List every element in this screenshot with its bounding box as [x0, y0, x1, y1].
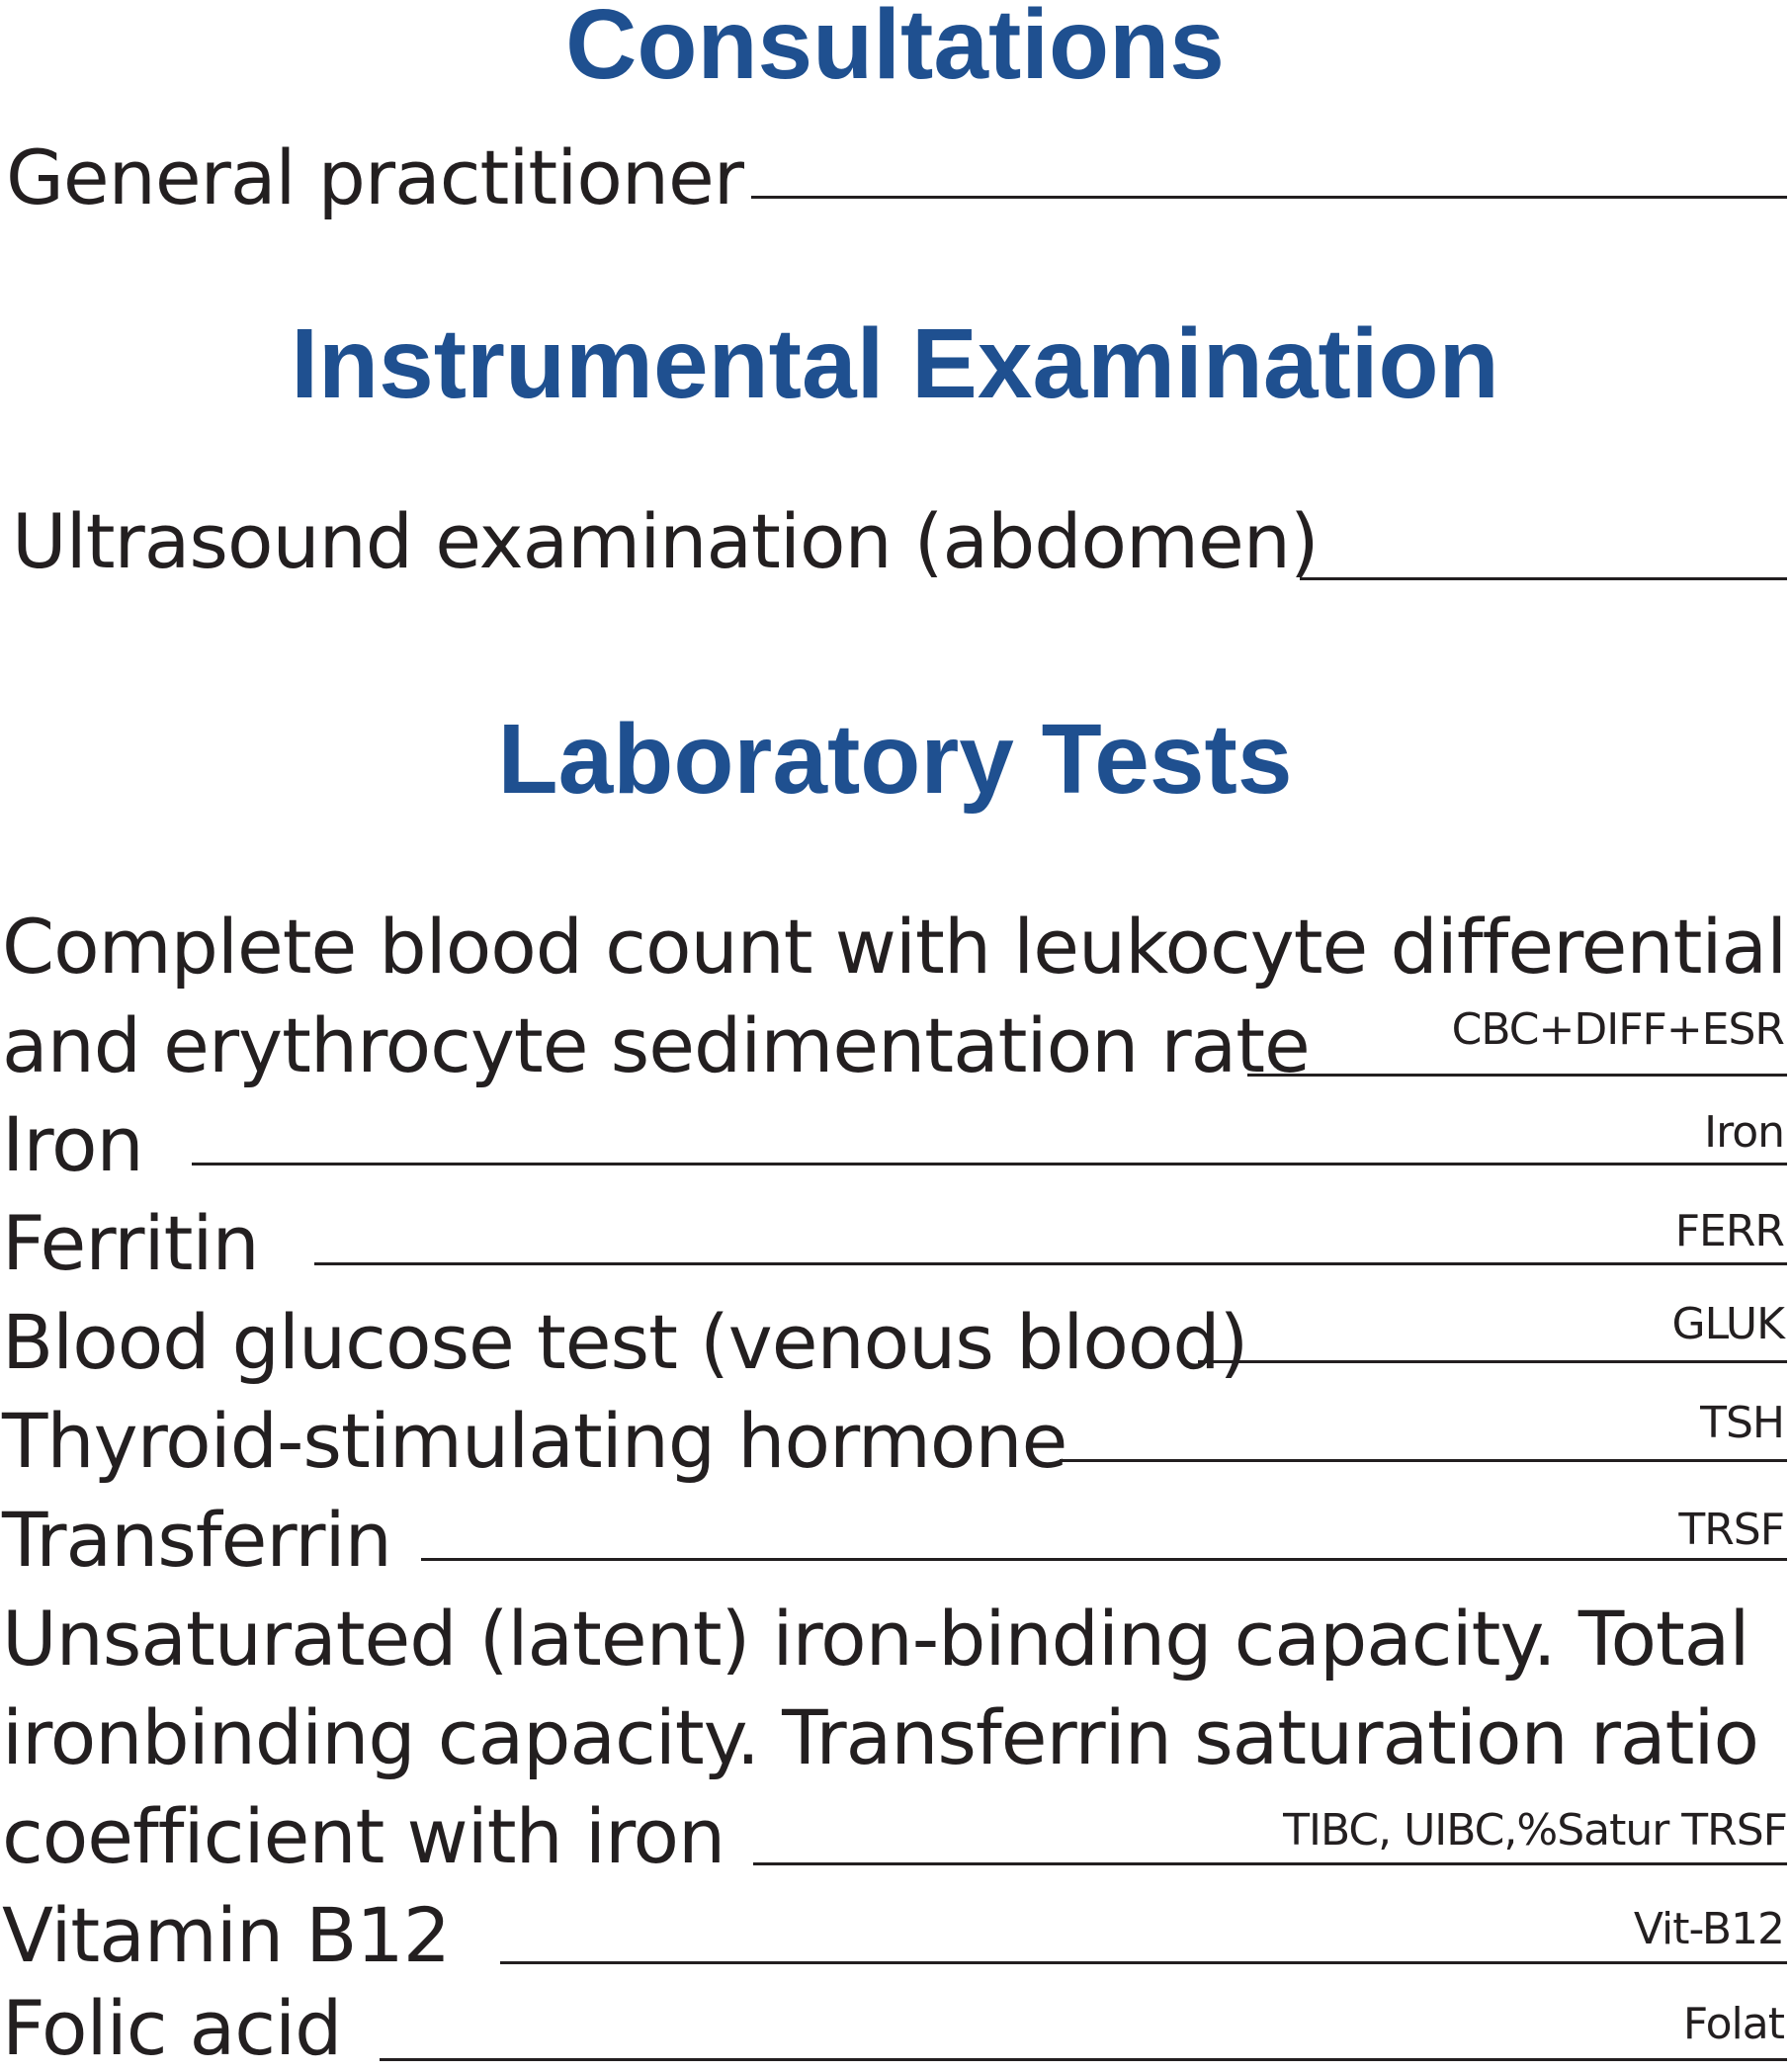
ferritin-label: Ferritin — [2, 1199, 259, 1287]
tsh-code: TSH — [1700, 1398, 1784, 1448]
cbc-label-line-2: and erythrocyte sedimentation rate — [2, 1001, 1310, 1089]
blood-glucose-label: Blood glucose test (venous blood) — [2, 1298, 1248, 1386]
consultations-heading: Consultations — [565, 0, 1225, 100]
instrumental-examination-heading: Instrumental Examination — [291, 308, 1499, 419]
ferritin-code: FERR — [1674, 1206, 1784, 1256]
iron-line[interactable] — [192, 1163, 1787, 1166]
vitamin-b12-line[interactable] — [500, 1961, 1787, 1964]
tsh-label: Thyroid-stimulating hormone — [2, 1397, 1067, 1485]
tibc-line[interactable] — [753, 1862, 1787, 1865]
iron-label: Iron — [2, 1100, 143, 1188]
folic-acid-line[interactable] — [380, 2058, 1787, 2061]
tsh-line[interactable] — [1060, 1459, 1787, 1462]
transferrin-line[interactable] — [421, 1558, 1787, 1561]
tibc-code: TIBC, UIBC,%Satur TRSF — [1283, 1805, 1787, 1856]
ferritin-line[interactable] — [314, 1262, 1787, 1265]
cbc-code: CBC+DIFF+ESR — [1451, 1004, 1784, 1055]
laboratory-tests-heading: Laboratory Tests — [497, 704, 1293, 815]
blood-glucose-code: GLUK — [1671, 1299, 1784, 1349]
tibc-label-line-3: coefficient with iron — [2, 1792, 725, 1880]
folic-acid-label: Folic acid — [2, 1984, 342, 2072]
general-practitioner-line[interactable] — [751, 196, 1787, 199]
iron-code: Iron — [1704, 1107, 1784, 1158]
transferrin-code: TRSF — [1678, 1505, 1784, 1555]
cbc-line[interactable] — [1247, 1074, 1787, 1077]
folic-acid-code: Folat — [1682, 1999, 1784, 2049]
tibc-label-line-2: ironbinding capacity. Transferrin saturation ratio — [2, 1693, 1759, 1781]
vitamin-b12-label: Vitamin B12 — [2, 1891, 451, 1979]
ultrasound-examination-line[interactable] — [1300, 577, 1787, 580]
cbc-label-line-1: Complete blood count with leukocyte differential — [2, 903, 1787, 991]
general-practitioner-label: General practitioner — [6, 133, 744, 221]
vitamin-b12-code: Vit-B12 — [1633, 1904, 1784, 1954]
tibc-label-line-1: Unsaturated (latent) iron-binding capacity. Total — [2, 1595, 1749, 1683]
transferrin-label: Transferrin — [2, 1496, 391, 1584]
blood-glucose-line[interactable] — [1198, 1360, 1787, 1363]
ultrasound-examination-label: Ultrasound examination (abdomen) — [12, 497, 1319, 585]
